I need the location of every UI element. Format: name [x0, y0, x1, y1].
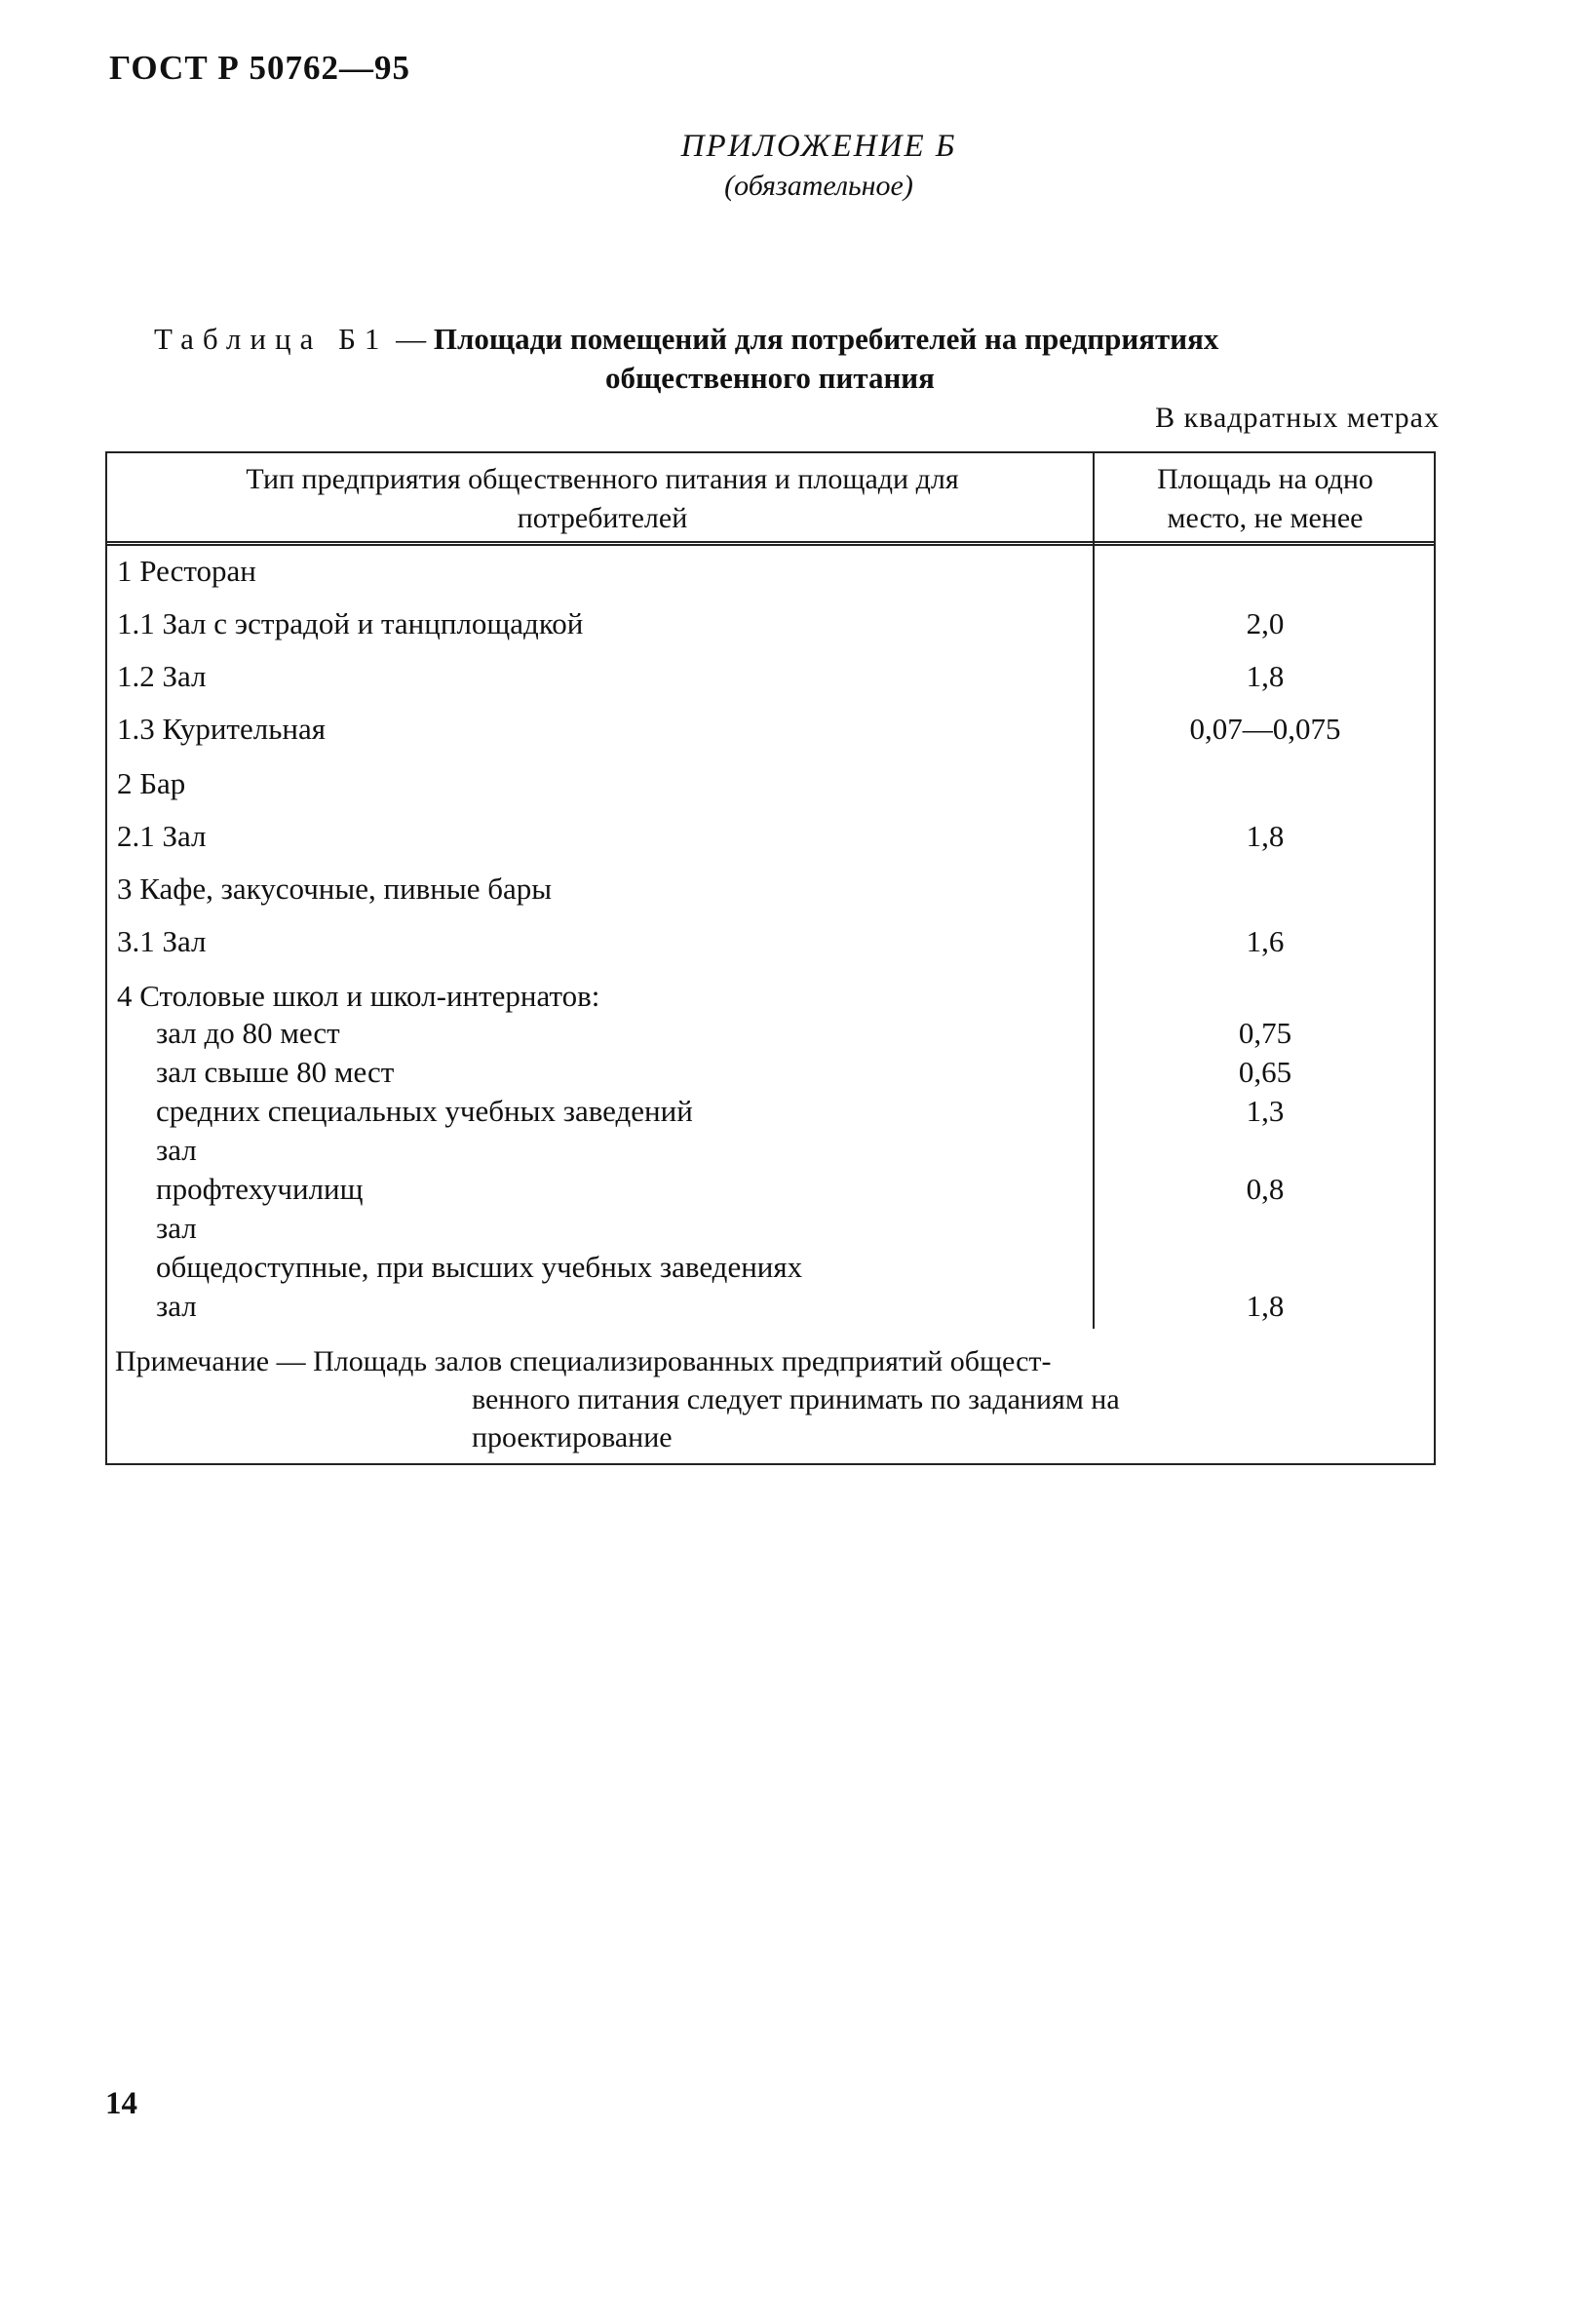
- row-label: 1 Ресторан: [117, 554, 256, 588]
- appendix-subtitle: (обязательное): [724, 170, 913, 202]
- row-label: 1.1 Зал с эстрадой и танцплощадкой: [117, 606, 584, 640]
- row-value: 0,07—0,075: [1189, 712, 1341, 746]
- row-label: зал: [156, 1211, 197, 1245]
- row-label: общедоступные, при высших учебных заведениях: [156, 1250, 803, 1284]
- document-code: ГОСТ Р 50762—95: [109, 49, 411, 87]
- table-note-text-1: Площадь залов специализированных предприятий общест-: [313, 1345, 1052, 1377]
- row-value: 0,75: [1238, 1016, 1292, 1050]
- table-caption-dash: —: [396, 322, 427, 356]
- column-header-type-line-2: потребителей: [517, 502, 688, 534]
- row-value: 1,8: [1246, 659, 1285, 693]
- page-number: 14: [105, 2086, 137, 2121]
- table-caption: [154, 322, 1402, 357]
- row-label: 3.1 Зал: [117, 924, 207, 958]
- row-label: 2.1 Зал: [117, 819, 207, 853]
- row-value: 2,0: [1246, 606, 1285, 640]
- row-label: 3 Кафе, закусочные, пивные бары: [117, 872, 553, 906]
- row-label: 1.2 Зал: [117, 659, 207, 693]
- column-divider: [1093, 451, 1095, 1329]
- table-note-line-3: проектирование: [472, 1421, 673, 1453]
- row-value: 0,8: [1246, 1172, 1285, 1206]
- row-label: профтехучилищ: [156, 1172, 364, 1206]
- row-value: 1,3: [1246, 1094, 1285, 1128]
- column-header-area: [1099, 460, 1431, 538]
- table-caption-name: Площади помещений для потребителей на предприятиях: [433, 322, 1219, 356]
- column-header-area-line-1: Площадь на одно: [1157, 463, 1373, 495]
- row-label: зал: [156, 1133, 197, 1167]
- table-units: В квадратных метрах: [1155, 402, 1440, 434]
- row-value: 1,8: [1246, 1289, 1285, 1323]
- table-note-label: Примечание: [115, 1345, 270, 1377]
- row-label: 4 Столовые школ и школ-интернатов:: [117, 979, 600, 1013]
- row-label: 1.3 Курительная: [117, 712, 326, 746]
- row-label: зал до 80 мест: [156, 1016, 340, 1050]
- table-note-line-1: [115, 1345, 1052, 1378]
- appendix-title: ПРИЛОЖЕНИЕ Б: [680, 129, 957, 164]
- row-label: средних специальных учебных заведений: [156, 1094, 693, 1128]
- table-note-line-2: венного питания следует принимать по заданиям на: [472, 1383, 1120, 1415]
- table-caption-lead: Таблица Б1: [154, 322, 389, 356]
- column-header-type-line-1: Тип предприятия общественного питания и площади для: [246, 463, 959, 495]
- row-value: 0,65: [1238, 1055, 1292, 1089]
- row-label: 2 Бар: [117, 766, 186, 800]
- column-header-type: [115, 460, 1090, 538]
- row-value: 1,6: [1246, 924, 1285, 958]
- table-note-dash: —: [276, 1345, 306, 1377]
- row-label: зал свыше 80 мест: [156, 1055, 395, 1089]
- table-caption-name-continued: общественного питания: [605, 361, 935, 395]
- header-rule: [105, 541, 1436, 546]
- row-value: 1,8: [1246, 819, 1285, 853]
- row-label: зал: [156, 1289, 197, 1323]
- column-header-area-line-2: место, не менее: [1167, 502, 1364, 534]
